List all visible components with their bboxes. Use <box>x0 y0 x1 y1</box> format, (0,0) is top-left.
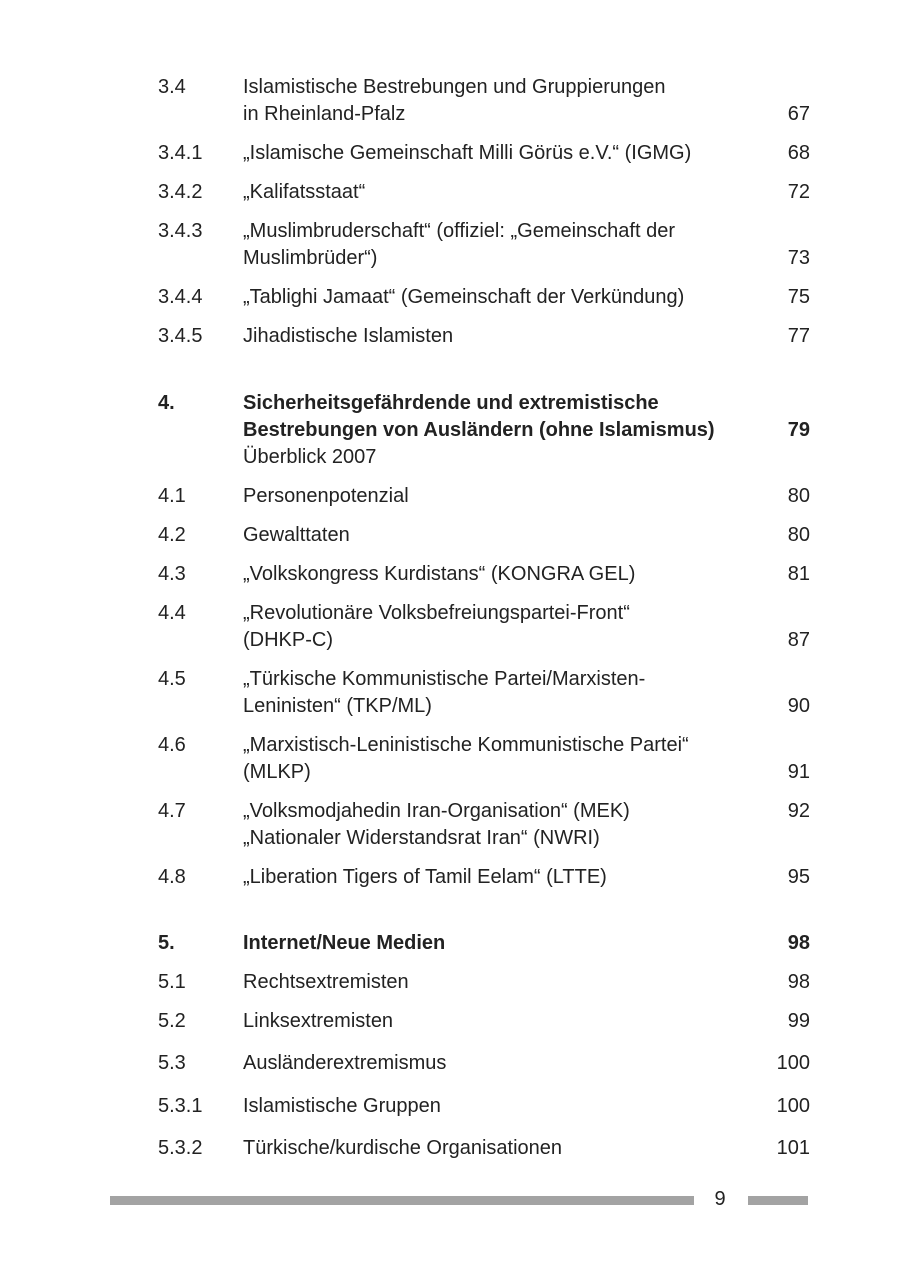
toc-entry <box>158 561 810 588</box>
toc-number: 4.7 <box>158 800 186 822</box>
toc-number: 5.2 <box>158 1010 186 1032</box>
toc-number: 4. <box>158 392 175 414</box>
toc-entry <box>158 323 810 350</box>
toc-title: Sicherheitsgefährdende und extremistische Bestrebungen von Ausländern (ohne Islamismus) Überblick 2007 <box>243 390 743 471</box>
toc-page: 100 <box>776 1095 810 1117</box>
toc-page: 73 <box>787 247 810 269</box>
toc-entry <box>158 284 810 311</box>
toc-number: 3.4.5 <box>158 325 203 347</box>
toc-number: 3.4.2 <box>158 181 203 203</box>
toc-number: 5.1 <box>158 971 186 993</box>
toc-entry <box>158 798 810 852</box>
toc-number: 3.4.3 <box>158 220 203 242</box>
toc-number: 4.3 <box>158 563 186 585</box>
toc-page: 90 <box>787 695 810 717</box>
toc-number: 4.8 <box>158 866 186 888</box>
toc-page: 72 <box>787 181 810 203</box>
toc-entry <box>158 666 810 720</box>
toc-title: Linksextremisten <box>243 1010 394 1032</box>
toc-title: Islamistische Bestrebungen und Gruppierungen in Rheinland-Pfalz <box>243 76 666 125</box>
toc-number: 4.1 <box>158 485 186 507</box>
toc-page: 67 <box>787 103 810 125</box>
toc-entry <box>158 74 810 128</box>
toc-page: 87 <box>787 629 810 651</box>
toc-page: 101 <box>776 1137 810 1159</box>
toc-number: 3.4.4 <box>158 286 203 308</box>
toc-page: 75 <box>787 286 810 308</box>
toc-entry <box>158 218 810 272</box>
toc-title: „Kalifatsstaat“ <box>243 181 366 203</box>
toc-title: „Volkskongress Kurdistans“ (KONGRA GEL) <box>243 563 636 585</box>
toc-entry <box>158 600 810 654</box>
footer-bar-right <box>748 1196 808 1205</box>
toc-title: Rechtsextremisten <box>243 971 409 993</box>
toc-number: 5.3.1 <box>158 1095 203 1117</box>
toc-entry <box>158 179 810 206</box>
toc-entry <box>158 140 810 167</box>
toc-page: 95 <box>787 866 810 888</box>
toc-page: 68 <box>787 142 810 164</box>
toc-title: Gewalttaten <box>243 524 350 546</box>
toc-page: 99 <box>787 1010 810 1032</box>
toc-entry <box>158 1135 810 1162</box>
toc-page: 92 <box>787 800 810 822</box>
toc-entry <box>158 864 810 891</box>
toc-page: 100 <box>776 1052 810 1074</box>
toc-subtitle: Überblick 2007 <box>243 446 377 468</box>
toc-title: Personenpotenzial <box>243 485 409 507</box>
toc-title: „Marxistisch-Leninistische Kommunistische Partei“ (MLKP) <box>243 734 689 783</box>
toc-section-heading <box>158 930 810 957</box>
toc-title: „Volksmodjahedin Iran-Organisation“ (MEK) „Nationaler Widerstandsrat Iran“ (NWRI) <box>243 800 630 849</box>
toc-page: 80 <box>787 524 810 546</box>
toc-entry <box>158 1008 810 1035</box>
toc-entry <box>158 969 810 996</box>
toc-title: Ausländerextremismus <box>243 1052 447 1074</box>
toc-number: 4.4 <box>158 602 186 624</box>
toc-page: 81 <box>787 563 810 585</box>
toc-page: 77 <box>787 325 810 347</box>
toc-entry <box>158 483 810 510</box>
toc-entry <box>158 732 810 786</box>
toc-title: Islamistische Gruppen <box>243 1095 441 1117</box>
toc-page: 91 <box>787 761 810 783</box>
toc-entry <box>158 1050 810 1077</box>
toc-page: 98 <box>787 932 810 954</box>
toc-title: „Tablighi Jamaat“ (Gemeinschaft der Verkündung) <box>243 286 685 308</box>
toc-page: 79 <box>787 419 810 441</box>
footer-bar-left <box>110 1196 694 1205</box>
toc-title: „Muslimbruderschaft“ (offiziel: „Gemeinschaft der Muslimbrüder“) <box>243 220 675 269</box>
page-number: 9 <box>714 1188 726 1210</box>
toc-page: 80 <box>787 485 810 507</box>
toc-number: 3.4.1 <box>158 142 203 164</box>
toc-title: „Liberation Tigers of Tamil Eelam“ (LTTE) <box>243 866 607 888</box>
toc-title: „Islamische Gemeinschaft Milli Görüs e.V.“ (IGMG) <box>243 142 692 164</box>
toc-title: Jihadistische Islamisten <box>243 325 454 347</box>
toc-number: 5.3.2 <box>158 1137 203 1159</box>
toc-number: 4.2 <box>158 524 186 546</box>
toc-number: 5.3 <box>158 1052 186 1074</box>
toc-title: „Revolutionäre Volksbefreiungspartei-Front“ (DHKP-C) <box>243 602 630 651</box>
toc-number: 3.4 <box>158 76 186 98</box>
toc-entry <box>158 522 810 549</box>
toc-title: Türkische/kurdische Organisationen <box>243 1137 563 1159</box>
toc-number: 4.5 <box>158 668 186 690</box>
toc-number: 5. <box>158 932 175 954</box>
toc-entry <box>158 1093 810 1120</box>
toc-title: „Türkische Kommunistische Partei/Marxisten- Leninisten“ (TKP/ML) <box>243 668 646 717</box>
toc-number: 4.6 <box>158 734 186 756</box>
toc-title: Internet/Neue Medien <box>243 932 446 954</box>
table-of-contents <box>158 74 810 1162</box>
toc-section-heading <box>158 390 810 471</box>
toc-page: 98 <box>787 971 810 993</box>
